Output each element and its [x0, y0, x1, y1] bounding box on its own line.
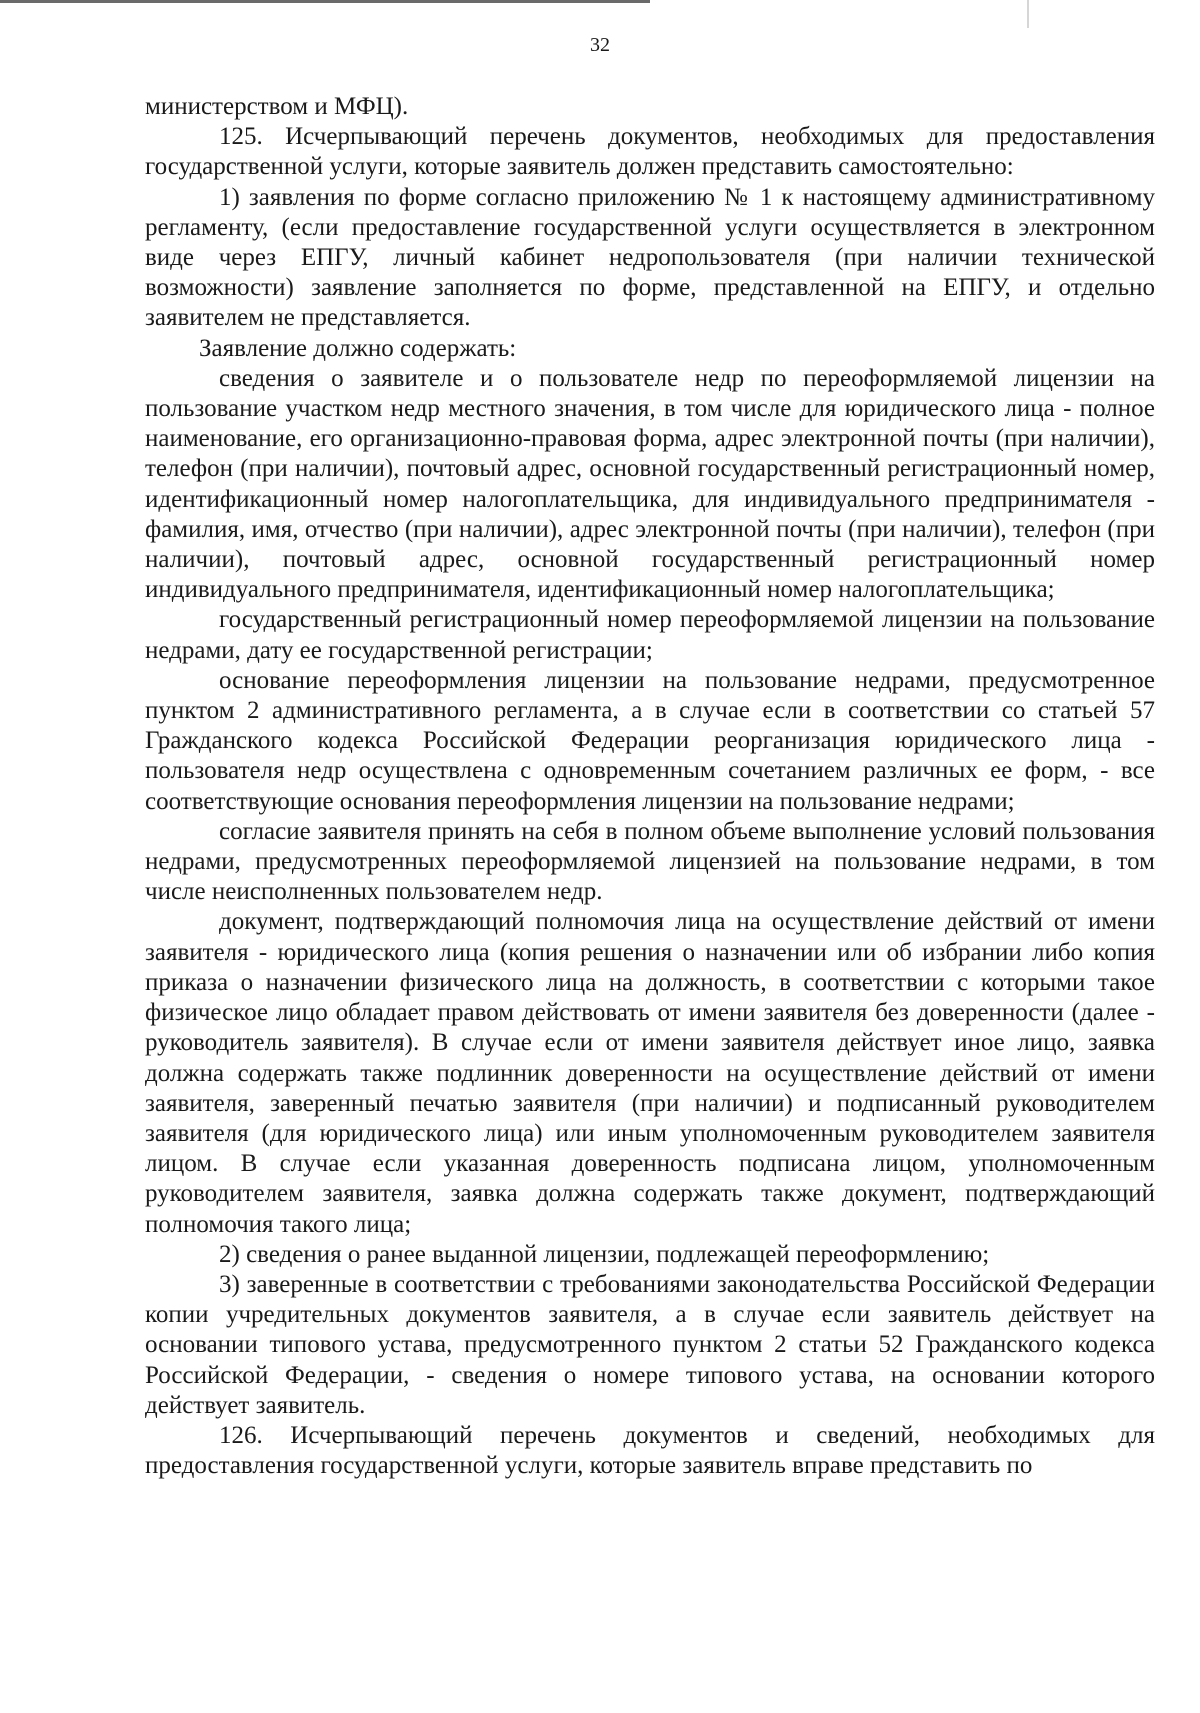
- paragraph-subitem-2: 2) сведения о ранее выданной лицензии, подлежащей переоформлению;: [219, 1240, 990, 1268]
- paragraph-item-126: 126. Исчерпывающий перечень документов и сведений, необходимых для предоставления государственной услуги, которые заявитель вправе представить по: [145, 1421, 1155, 1480]
- page-number: 32: [590, 34, 610, 56]
- paragraph-item-125: 125. Исчерпывающий перечень документов, необходимых для предоставления государственной услуги, которые заявитель должен представить самостоятельно:: [145, 123, 1155, 181]
- scan-edge-mark: [1027, 0, 1029, 28]
- paragraph-subitem-3: 3) заверенные в соответствии с требованиями законодательства Российской Федерации копии учредительных документов заявителя, а в случае если заявитель действует на основании типового устава, предусмотренного пунктом 2 статьи 52 Гражданского кодекса Российской Федерации, - сведения о номере типового устава, на основании которого действует заявитель.: [145, 1270, 1155, 1419]
- paragraph-continuation: министерством и МФЦ).: [145, 93, 409, 120]
- paragraph-subitem-1: 1) заявления по форме согласно приложению № 1 к настоящему административному регламенту, (если предоставление государственной услуги осуществляется в электронном виде через ЕПГУ, личный кабинет недропользователя (при наличии технической возможности) заявление заполняется по форме, представленной на ЕПГУ, и отдельно заявителем не представляется.: [145, 183, 1155, 332]
- paragraph-consent: согласие заявителя принять на себя в полном объеме выполнение условий пользования недрами, предусмотренных переоформляемой лицензией на пользование недрами, в том числе неисполненных пользователем недр.: [145, 817, 1155, 906]
- scan-edge-line: [0, 0, 650, 3]
- paragraph-license-number: государственный регистрационный номер переоформляемой лицензии на пользование недрами, дату ее государственной регистрации;: [145, 606, 1155, 664]
- paragraph-statement-intro: Заявление должно содержать:: [199, 334, 517, 362]
- document-body: [145, 92, 1155, 1481]
- paragraph-authority-document: документ, подтверждающий полномочия лица на осуществление действий от имени заявителя - юридического лица (копия решения о назначении или об избрании либо копия приказа о назначении физического лица на должность, в соответствии с которыми такое физическое лицо обладает правом действовать от имени заявителя без доверенности (далее - руководитель заявителя). В случае если от имени заявителя действует иное лицо, заявка должна содержать также подлинник доверенности на осуществление действий от имени заявителя, заверенный печатью заявителя (при наличии) и подписанный руководителем заявителя (для юридического лица) или иным уполномоченным руководителем заявителя лицом. В случае если указанная доверенность подписана лицом, уполномоченным руководителем заявителя, заявка должна содержать также документ, подтверждающий полномочия такого лица;: [145, 908, 1155, 1238]
- paragraph-applicant-info: сведения о заявителе и о пользователе недр по переоформляемой лицензии на пользование участком недр местного значения, в том числе для юридического лица - полное наименование, его организационно-правовая форма, адрес электронной почты (при наличии), телефон (при наличии), почтовый адрес, основной государственный регистрационный номер, идентификационный номер налогоплательщика, для индивидуального предпринимателя - фамилия, имя, отчество (при наличии), адрес электронной почты (при наличии), телефон (при наличии), почтовый адрес, основной государственный регистрационный номер индивидуального предпринимателя, идентификационный номер налогоплательщика;: [145, 364, 1155, 604]
- paragraph-reissue-basis: основание переоформления лицензии на пользование недрами, предусмотренное пунктом 2 административного регламента, а в случае если в соответствии со статьей 57 Гражданского кодекса Российской Федерации реорганизация юридического лица - пользователя недр осуществлена с одновременным сочетанием различных ее форм, - все соответствующие основания переоформления лицензии на пользование недрами;: [145, 666, 1155, 815]
